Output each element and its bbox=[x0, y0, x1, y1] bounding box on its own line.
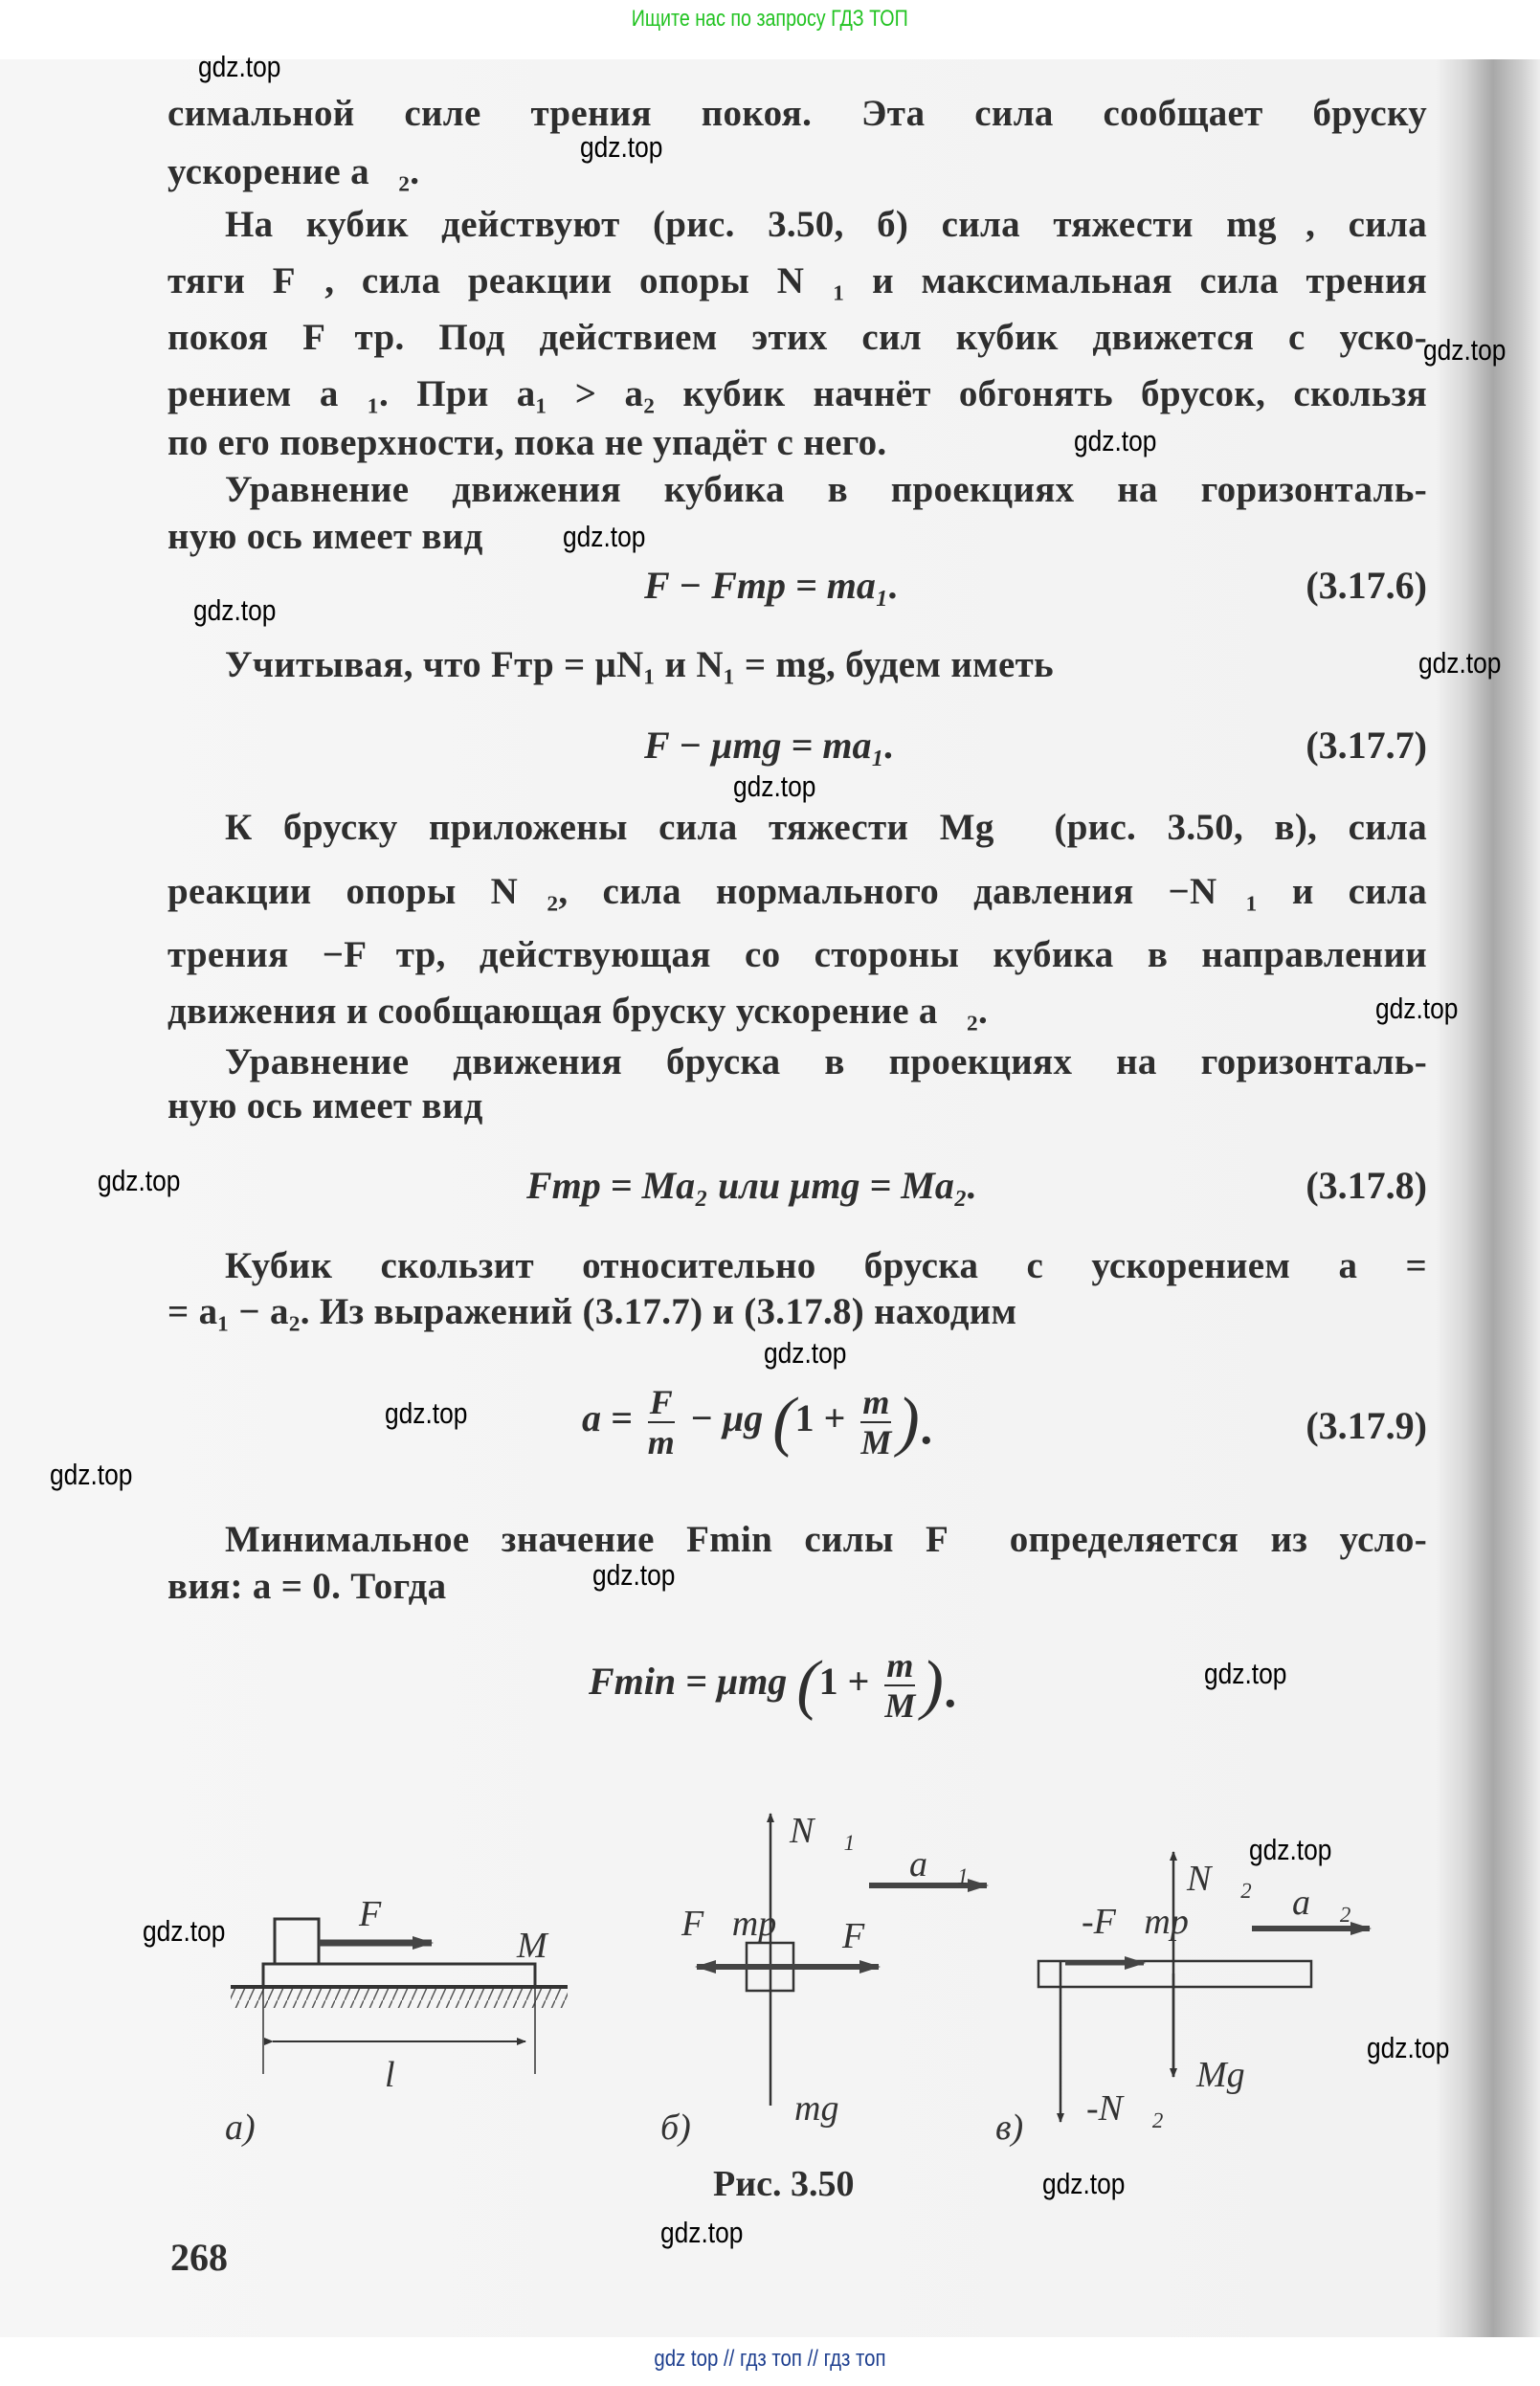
equation-number: (3.17.9) bbox=[1306, 1404, 1427, 1447]
watermark: gdz.top bbox=[1074, 424, 1157, 457]
label-Mg: Mg⃗ bbox=[1196, 2055, 1274, 2095]
label-a: а) bbox=[225, 2107, 256, 2148]
watermark: gdz.top bbox=[1418, 646, 1502, 680]
equation-expr: F − Fтр = ma₁. bbox=[644, 564, 899, 607]
text-line: На кубик действуют (рис. 3.50, б) сила тяжести mg⃗, сила bbox=[225, 204, 1427, 245]
footer-bar bbox=[0, 2338, 1540, 2386]
ground-hatch bbox=[231, 1989, 568, 2008]
label-F: F⃗ bbox=[359, 1894, 410, 1934]
watermark: gdz.top bbox=[733, 769, 816, 803]
eq-lhs: Fmin = μmg bbox=[589, 1660, 788, 1704]
watermark: gdz.top bbox=[193, 593, 277, 627]
text-line: движения и сообщающая бруску ускорение a⃗₂. bbox=[167, 991, 989, 1032]
text-line: К бруску приложены сила тяжести Mg⃗ (рис. 3.50, в), сила bbox=[225, 807, 1427, 848]
watermark: gdz.top bbox=[1367, 2031, 1450, 2064]
watermark: gdz.top bbox=[580, 130, 663, 164]
text-line: реакции опоры N⃗₂, сила нормального давления −N⃗₁ и сила bbox=[167, 871, 1427, 912]
equation-number: (3.17.7) bbox=[1306, 724, 1427, 767]
label-a2: a⃗₂ bbox=[1292, 1883, 1351, 1923]
page-number: 268 bbox=[170, 2236, 228, 2279]
watermark: gdz.top bbox=[143, 1914, 226, 1948]
watermark: gdz.top bbox=[385, 1396, 468, 1430]
watermark: gdz.top bbox=[1423, 333, 1507, 367]
text-line: Уравнение движения кубика в проекциях на горизонталь- bbox=[225, 469, 1427, 510]
text-line: ную ось имеет вид bbox=[167, 1085, 483, 1126]
plank bbox=[263, 1964, 535, 1987]
text-line: по его поверхности, пока не упадёт с него. bbox=[167, 422, 887, 463]
label-mg: mg⃗ bbox=[794, 2088, 867, 2129]
watermark: gdz.top bbox=[1249, 1833, 1332, 1866]
label-l: l bbox=[385, 2055, 395, 2095]
watermark: gdz.top bbox=[592, 1558, 676, 1592]
label-b: б) bbox=[660, 2107, 691, 2148]
watermark: gdz.top bbox=[764, 1336, 847, 1370]
watermark: gdz.top bbox=[563, 520, 646, 553]
text-line: вия: a = 0. Тогда bbox=[167, 1566, 447, 1607]
label-M: M bbox=[517, 1926, 547, 1966]
text-line: Учитывая, что Fтр = μN₁ и N₁ = mg, будем иметь bbox=[225, 644, 1054, 685]
text-line: трения −F⃗тр, действующая со стороны кубика в направлении bbox=[167, 934, 1427, 975]
label-F: F⃗ bbox=[842, 1916, 893, 1956]
watermark: gdz.top bbox=[198, 50, 281, 83]
fraction: $\frac{m}{M}$ bbox=[884, 1646, 916, 1725]
label-N1: N⃗₁ bbox=[790, 1811, 856, 1851]
text-line: Кубик скользит относительно бруска с ускорением a = bbox=[225, 1245, 1427, 1286]
equation-number: (3.17.8) bbox=[1306, 1164, 1427, 1207]
text-line: Уравнение движения бруска в проекциях на горизонталь- bbox=[225, 1041, 1427, 1082]
banner-text: Ищите нас по запросу ГДЗ ТОП bbox=[631, 6, 908, 32]
footer-links[interactable]: gdz top // гдз топ // гдз топ bbox=[654, 2346, 886, 2372]
text-line: симальной силе трения покоя. Эта сила сообщает бруску bbox=[167, 93, 1427, 134]
watermark: gdz.top bbox=[660, 2216, 744, 2249]
label-a1: a⃗₁ bbox=[909, 1844, 969, 1884]
equation-expr: Fтр = Ma₂ или μmg = Ma₂. bbox=[526, 1164, 977, 1207]
cube bbox=[275, 1919, 319, 1964]
text-line: = a₁ − a₂. Из выражений (3.17.7) и (3.17.8) находим bbox=[167, 1291, 1017, 1332]
label-Ftr: F⃗тр bbox=[681, 1904, 777, 1944]
equation-expr: F − μmg = ma₁. bbox=[644, 724, 895, 767]
equation-number: (3.17.6) bbox=[1306, 564, 1427, 607]
figure-caption: Рис. 3.50 bbox=[713, 2164, 855, 2204]
watermark: gdz.top bbox=[50, 1458, 133, 1491]
text-line: тяги F⃗, сила реакции опоры N⃗₁ и максимальная сила трения bbox=[167, 260, 1427, 301]
watermark: gdz.top bbox=[1042, 2167, 1126, 2200]
watermark: gdz.top bbox=[98, 1164, 181, 1197]
watermark: gdz.top bbox=[1204, 1657, 1287, 1690]
fraction: $\frac{m}{M}$ bbox=[860, 1383, 892, 1461]
label-N2: N⃗₂ bbox=[1187, 1859, 1253, 1899]
label-minus-Ftr: -F⃗тр bbox=[1082, 1902, 1189, 1942]
text-line: Минимальное значение Fmin силы F⃗ определяется из усло- bbox=[225, 1519, 1427, 1560]
text-line: покоя F⃗тр. Под действием этих сил кубик движется с уско- bbox=[167, 317, 1427, 358]
fraction: $\frac{F}{m}$ bbox=[647, 1383, 675, 1461]
text-line: ную ось имеет вид bbox=[167, 516, 483, 557]
eq-lhs: a = bbox=[582, 1396, 633, 1440]
watermark: gdz.top bbox=[1375, 992, 1459, 1025]
label-minus-N2: -N⃗₂ bbox=[1086, 2088, 1164, 2129]
text-line: рением a⃗₁. При a₁ > a₂ кубик начнёт обгонять брусок, скользя bbox=[167, 373, 1427, 414]
text-line: ускорение a⃗₂. bbox=[167, 151, 420, 192]
label-v: в) bbox=[995, 2107, 1024, 2148]
